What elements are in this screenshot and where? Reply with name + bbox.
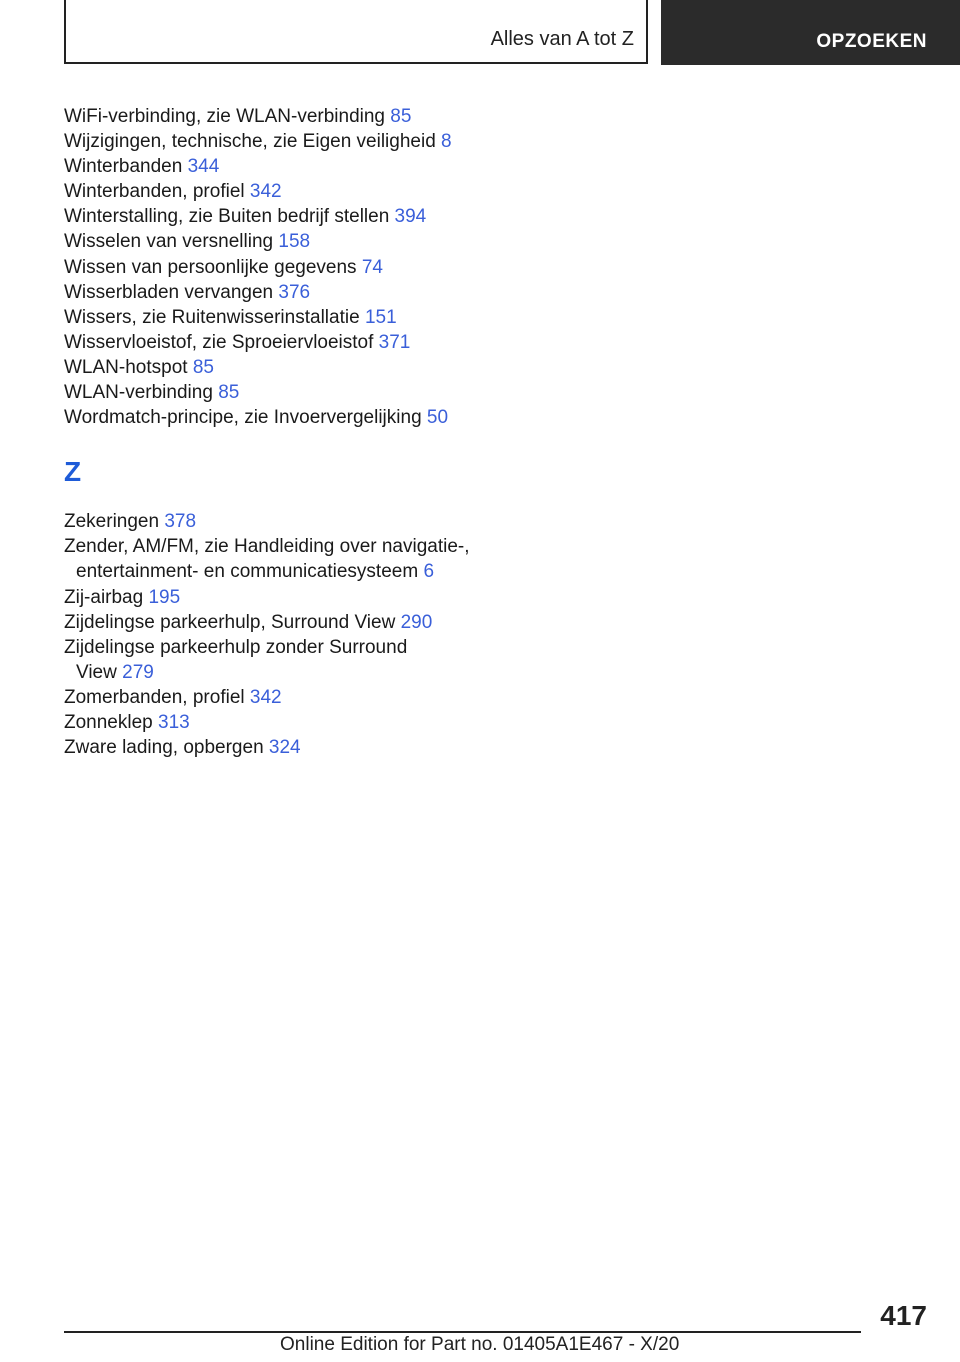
- index-entry: [64, 710, 524, 735]
- entry-text: Zonneklep: [64, 711, 153, 733]
- entry-text: Wisservloeistof, zie Sproeiervloeistof: [64, 331, 374, 353]
- index-entry: [64, 585, 524, 610]
- index-entry: [64, 255, 524, 280]
- entry-text: Zware lading, opbergen: [64, 737, 264, 759]
- page-link[interactable]: 158: [278, 231, 311, 253]
- header-section-box: [64, 0, 648, 64]
- index-entry: [64, 229, 524, 254]
- entry-text: Wisselen van versnelling: [64, 231, 274, 253]
- entry-text: Winterbanden, profiel: [64, 181, 245, 203]
- entry-text: WLAN-hotspot: [64, 356, 188, 378]
- header-section-title: Alles van A tot Z: [490, 28, 634, 50]
- entry-text: Wordmatch-principe, zie Invoervergelijking: [64, 407, 422, 429]
- index-list-z: [64, 509, 524, 760]
- index-entry: [64, 129, 524, 154]
- entry-text: Winterstalling, zie Buiten bedrijf stellen: [64, 206, 390, 228]
- index-entry: [64, 509, 524, 534]
- page-link[interactable]: 6: [423, 561, 435, 583]
- index-letter-z: Z: [64, 456, 82, 488]
- entry-text: Zij-airbag: [64, 586, 144, 608]
- entry-text: Winterbanden: [64, 156, 183, 178]
- page-link[interactable]: 85: [192, 356, 214, 378]
- page-link[interactable]: 151: [364, 306, 397, 328]
- page-link[interactable]: 8: [441, 131, 452, 153]
- page-link[interactable]: 344: [187, 156, 220, 178]
- entry-text: WLAN-verbinding: [64, 382, 213, 404]
- entry-text: Zijdelingse parkeerhulp, Surround View: [64, 611, 396, 633]
- index-list-w: [64, 104, 524, 430]
- entry-text: Zijdelingse parkeerhulp zonder Surround: [64, 636, 408, 658]
- entry-text: Wissers, zie Ruitenwisserinstallatie: [64, 306, 360, 328]
- page-link[interactable]: 342: [249, 686, 282, 708]
- index-entry: [64, 330, 524, 355]
- entry-text: Zender, AM/FM, zie Handleiding over navigatie-,: [64, 536, 470, 558]
- index-entry: [64, 735, 524, 760]
- entry-text-continued: View: [76, 661, 117, 683]
- footer-divider: [64, 1331, 861, 1333]
- index-entry: [64, 635, 524, 685]
- page-link[interactable]: 85: [218, 382, 240, 404]
- page-link[interactable]: 74: [361, 256, 383, 278]
- entry-text-continued: entertainment- en communicatiesysteem: [76, 561, 419, 583]
- header-tab-label: OPZOEKEN: [816, 31, 927, 52]
- page-link[interactable]: 376: [278, 281, 311, 303]
- index-entry: [64, 154, 524, 179]
- index-entry: [64, 685, 524, 710]
- index-entry: [64, 104, 524, 129]
- page-link[interactable]: 50: [426, 407, 449, 429]
- page-link[interactable]: 85: [390, 106, 412, 127]
- entry-text: WiFi-verbinding, zie WLAN-verbinding: [64, 106, 385, 127]
- index-entry: [64, 534, 524, 584]
- entry-text: Wijzigingen, technische, zie Eigen veiligheid: [64, 131, 436, 153]
- footer-edition: Online Edition for Part no. 01405A1E467 - X/20: [280, 1334, 680, 1355]
- page-link[interactable]: 371: [378, 331, 411, 353]
- index-entry: [64, 380, 524, 405]
- index-content: [64, 104, 524, 760]
- entry-text: Wisserbladen vervangen: [64, 281, 274, 303]
- index-entry: [64, 179, 524, 204]
- page-link[interactable]: 279: [122, 661, 154, 683]
- index-entry: [64, 610, 524, 635]
- index-entry: [64, 405, 524, 430]
- entry-text: Wissen van persoonlijke gegevens: [64, 256, 357, 278]
- index-entry: [64, 305, 524, 330]
- page-link[interactable]: 290: [400, 611, 433, 633]
- header-tab-opzoeken: [661, 0, 960, 65]
- index-entry: [64, 280, 524, 305]
- page-link[interactable]: 394: [394, 206, 427, 228]
- page-link[interactable]: 313: [158, 711, 190, 733]
- index-entry: [64, 355, 524, 380]
- entry-text: Zomerbanden, profiel: [64, 686, 245, 708]
- page-number: 417: [880, 1300, 927, 1331]
- page-link[interactable]: 324: [268, 737, 301, 759]
- page-link[interactable]: 378: [164, 511, 197, 533]
- page-link[interactable]: 195: [148, 586, 181, 608]
- index-entry: [64, 204, 524, 229]
- page-link[interactable]: 342: [249, 181, 282, 203]
- entry-text: Zekeringen: [64, 511, 160, 533]
